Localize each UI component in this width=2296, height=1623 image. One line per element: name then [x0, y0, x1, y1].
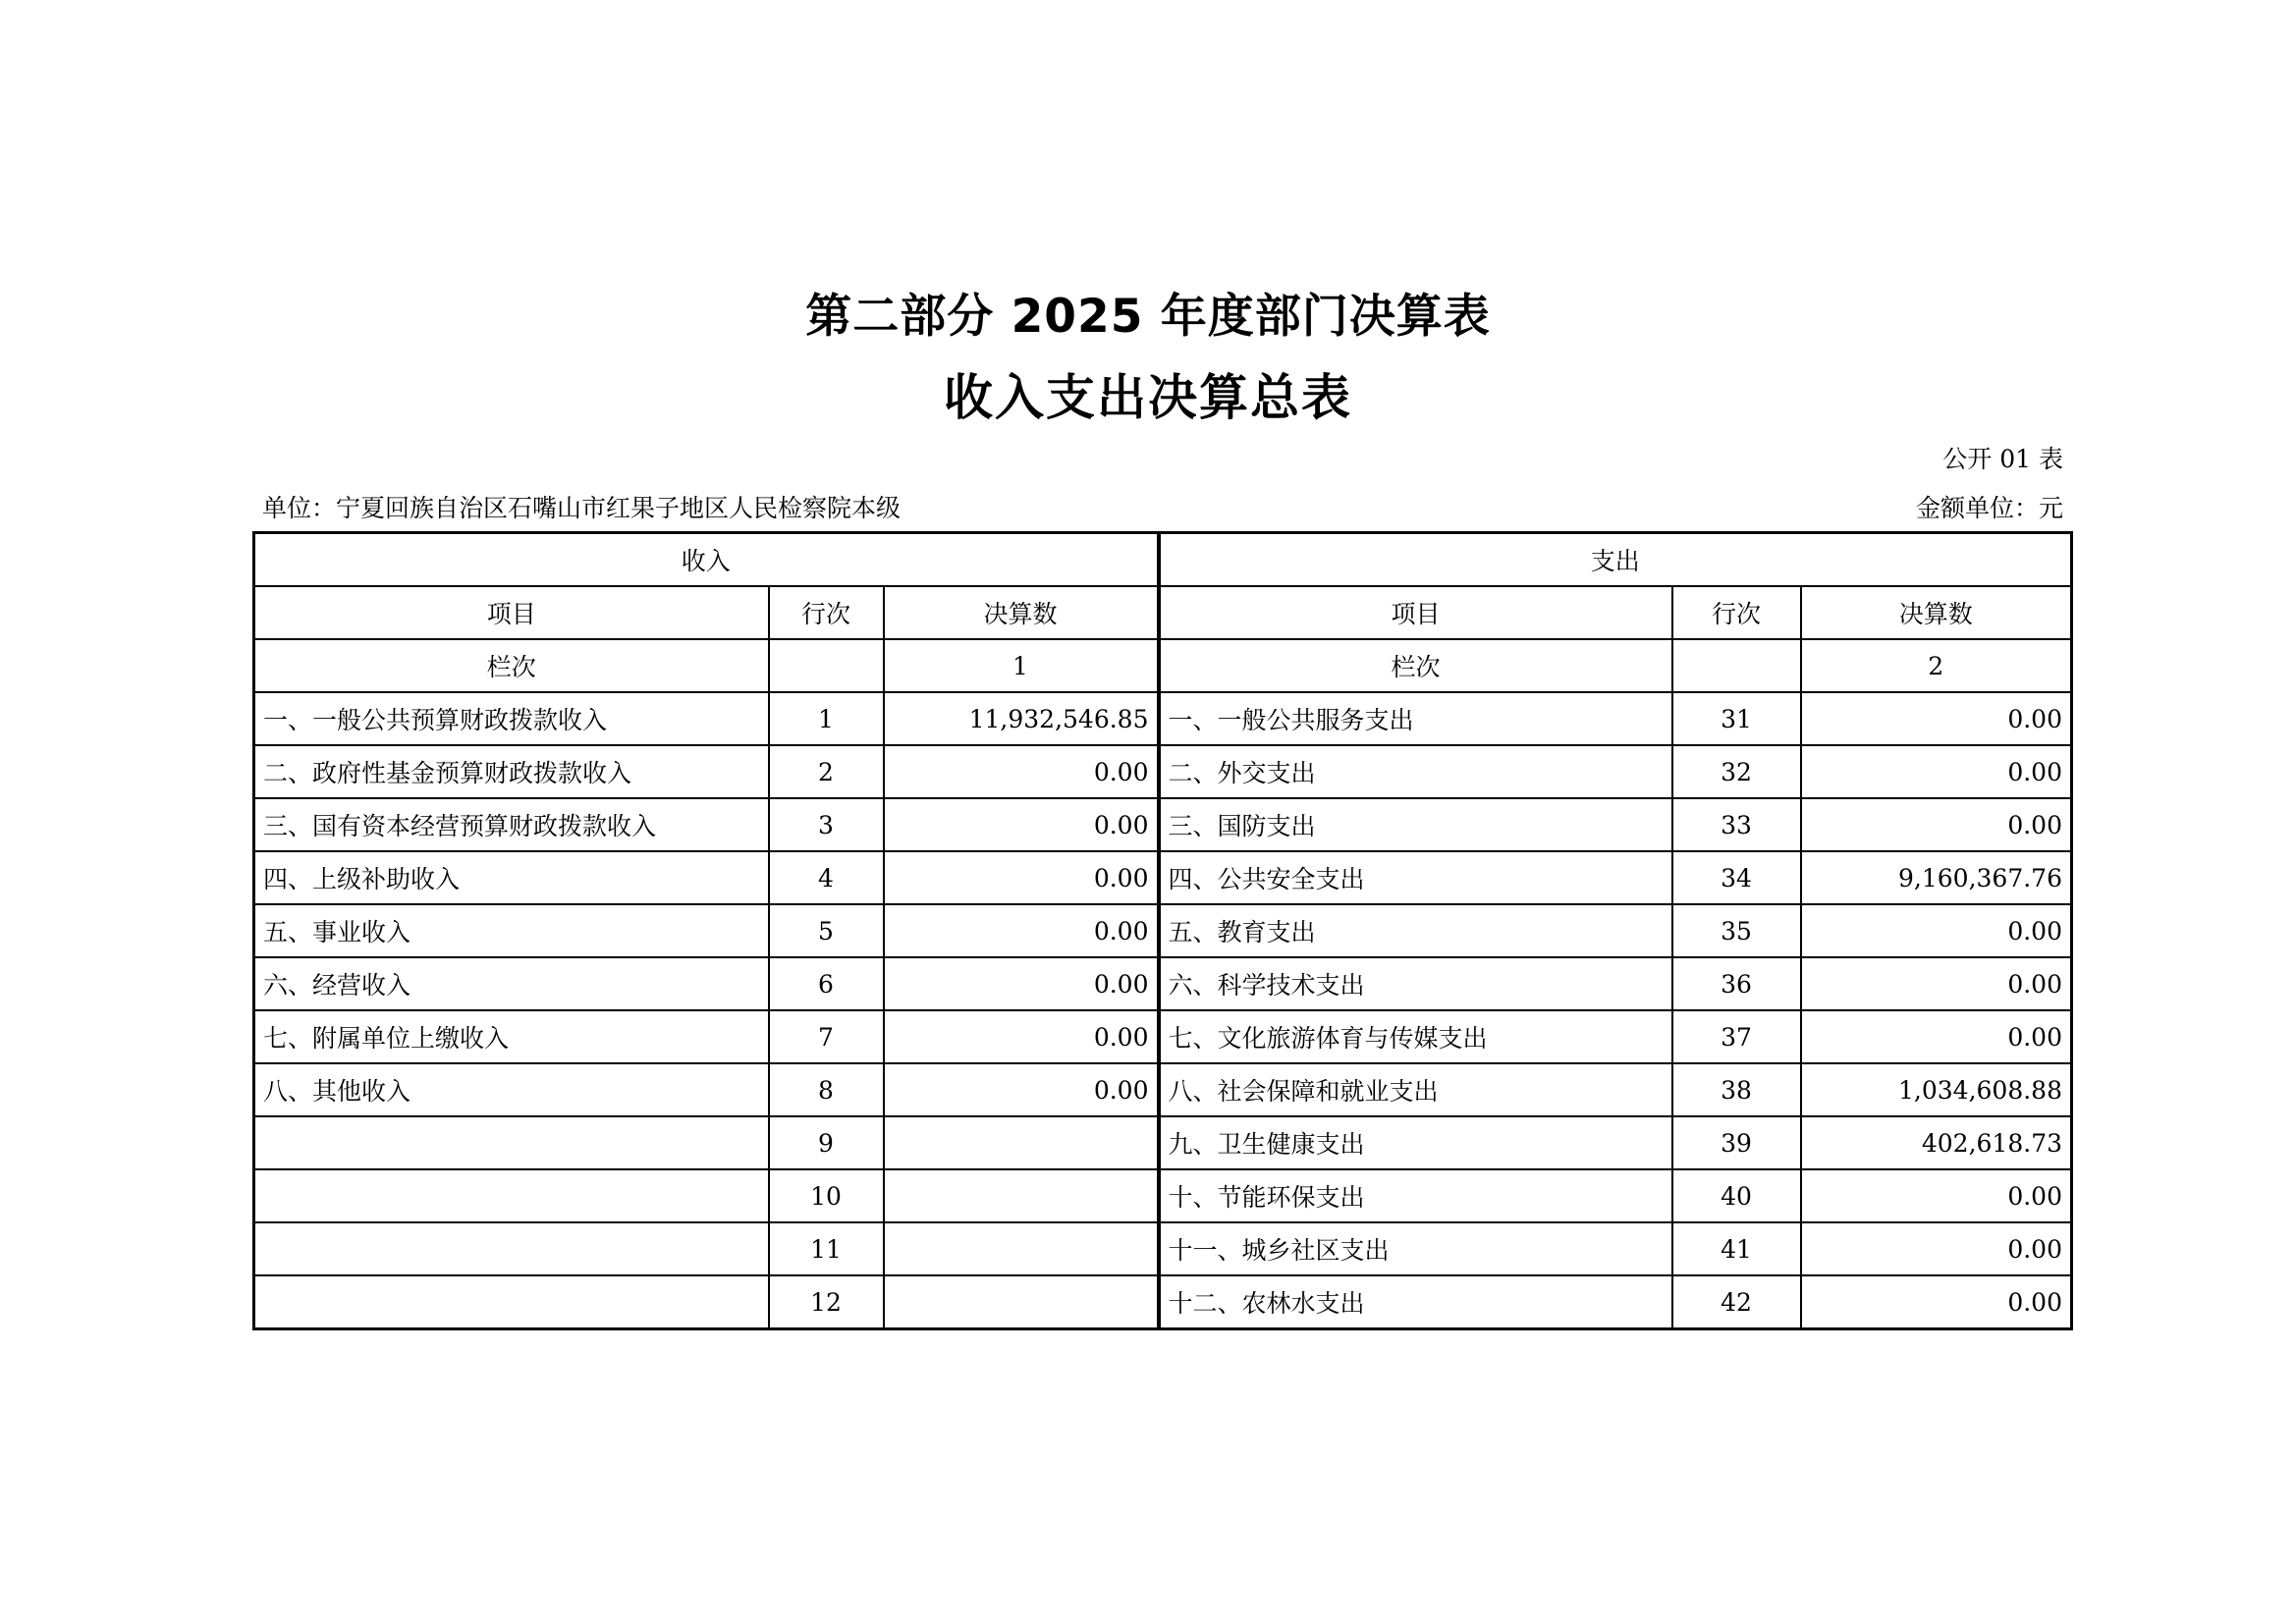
expense-line-cell: 41	[1672, 1222, 1801, 1275]
table-row	[254, 798, 2072, 851]
expense-col-number: 2	[1801, 639, 2072, 692]
expense-amount-cell: 0.00	[1801, 745, 2072, 798]
expense-col-label: 栏次	[1159, 639, 1672, 692]
expense-header: 支出	[1159, 533, 2072, 587]
expense-line-cell: 42	[1672, 1275, 1801, 1329]
expense-item-cell: 十、节能环保支出	[1159, 1169, 1672, 1222]
expense-line-cell: 35	[1672, 904, 1801, 957]
money-unit-label: 金额单位：元	[1915, 494, 2063, 522]
table-row	[254, 1169, 2072, 1222]
income-item-cell	[254, 1222, 769, 1275]
expense-item-cell: 四、公共安全支出	[1159, 851, 1672, 904]
expense-line-header: 行次	[1672, 586, 1801, 639]
income-line-cell: 6	[769, 957, 884, 1010]
expense-amount-cell: 0.00	[1801, 1010, 2072, 1063]
income-item-cell: 二、政府性基金预算财政拨款收入	[254, 745, 769, 798]
table-title: 收入支出决算总表	[944, 369, 1352, 426]
table-row	[254, 904, 2072, 957]
expense-line-cell: 32	[1672, 745, 1801, 798]
expense-line-cell: 37	[1672, 1010, 1801, 1063]
income-item-cell: 八、其他收入	[254, 1063, 769, 1116]
expense-item-cell: 一、一般公共服务支出	[1159, 692, 1672, 745]
expense-amount-cell: 0.00	[1801, 904, 2072, 957]
income-item-cell: 六、经营收入	[254, 957, 769, 1010]
expense-item-cell: 七、文化旅游体育与传媒支出	[1159, 1010, 1672, 1063]
expense-item-header: 项目	[1159, 586, 1672, 639]
income-line-cell: 3	[769, 798, 884, 851]
income-item-cell	[254, 1116, 769, 1169]
table-row	[254, 1116, 2072, 1169]
income-amount-cell: 0.00	[884, 904, 1159, 957]
expense-line-cell: 33	[1672, 798, 1801, 851]
expense-item-cell: 九、卫生健康支出	[1159, 1116, 1672, 1169]
expense-item-cell: 二、外交支出	[1159, 745, 1672, 798]
expense-amount-cell: 0.00	[1801, 1275, 2072, 1329]
income-item-cell: 四、上级补助收入	[254, 851, 769, 904]
income-amount-cell: 11,932,546.85	[884, 692, 1159, 745]
expense-line-cell: 38	[1672, 1063, 1801, 1116]
table-row	[254, 1222, 2072, 1275]
income-item-cell: 一、一般公共预算财政拨款收入	[254, 692, 769, 745]
table-row	[254, 1275, 2072, 1329]
income-col-number: 1	[884, 639, 1159, 692]
expense-col-line-blank	[1672, 639, 1801, 692]
table-row	[254, 1010, 2072, 1063]
expense-line-cell: 39	[1672, 1116, 1801, 1169]
expense-line-cell: 31	[1672, 692, 1801, 745]
expense-line-cell: 36	[1672, 957, 1801, 1010]
header-row-sections	[254, 533, 2072, 587]
table-row	[254, 851, 2072, 904]
income-line-cell: 10	[769, 1169, 884, 1222]
income-amount-cell	[884, 1275, 1159, 1329]
income-amount-header: 决算数	[884, 586, 1159, 639]
page-title: 第二部分 2025 年度部门决算表	[805, 290, 1491, 344]
income-line-cell: 1	[769, 692, 884, 745]
expense-amount-cell: 0.00	[1801, 1222, 2072, 1275]
income-item-cell: 五、事业收入	[254, 904, 769, 957]
unit-label: 单位：宁夏回族自治区石嘴山市红果子地区人民检察院本级	[262, 494, 902, 522]
expense-line-cell: 34	[1672, 851, 1801, 904]
table-row	[254, 957, 2072, 1010]
income-item-cell: 三、国有资本经营预算财政拨款收入	[254, 798, 769, 851]
income-header: 收入	[254, 533, 1159, 587]
income-amount-cell: 0.00	[884, 798, 1159, 851]
table-row	[254, 1063, 2072, 1116]
income-line-cell: 7	[769, 1010, 884, 1063]
expense-item-cell: 十二、农林水支出	[1159, 1275, 1672, 1329]
income-item-cell	[254, 1169, 769, 1222]
income-amount-cell: 0.00	[884, 1010, 1159, 1063]
income-amount-cell	[884, 1222, 1159, 1275]
income-amount-cell: 0.00	[884, 1063, 1159, 1116]
expense-amount-cell: 0.00	[1801, 957, 2072, 1010]
income-col-line-blank	[769, 639, 884, 692]
expense-line-cell: 40	[1672, 1169, 1801, 1222]
expense-item-cell: 五、教育支出	[1159, 904, 1672, 957]
expense-amount-cell: 1,034,608.88	[1801, 1063, 2072, 1116]
expense-item-cell: 八、社会保障和就业支出	[1159, 1063, 1672, 1116]
income-expense-table	[252, 531, 2073, 1330]
expense-amount-cell: 402,618.73	[1801, 1116, 2072, 1169]
expense-amount-cell: 0.00	[1801, 798, 2072, 851]
income-line-cell: 9	[769, 1116, 884, 1169]
income-line-cell: 5	[769, 904, 884, 957]
expense-item-cell: 六、科学技术支出	[1159, 957, 1672, 1010]
column-index-row	[254, 639, 2072, 692]
income-amount-cell: 0.00	[884, 851, 1159, 904]
income-amount-cell: 0.00	[884, 957, 1159, 1010]
expense-item-cell: 三、国防支出	[1159, 798, 1672, 851]
table-row	[254, 745, 2072, 798]
income-line-header: 行次	[769, 586, 884, 639]
income-amount-cell	[884, 1169, 1159, 1222]
table-row	[254, 692, 2072, 745]
header-row-columns	[254, 586, 2072, 639]
expense-amount-cell: 9,160,367.76	[1801, 851, 2072, 904]
form-number: 公开 01 表	[1942, 445, 2063, 473]
income-amount-cell	[884, 1116, 1159, 1169]
expense-item-cell: 十一、城乡社区支出	[1159, 1222, 1672, 1275]
expense-amount-cell: 0.00	[1801, 692, 2072, 745]
income-line-cell: 8	[769, 1063, 884, 1116]
income-item-header: 项目	[254, 586, 769, 639]
income-amount-cell: 0.00	[884, 745, 1159, 798]
income-line-cell: 12	[769, 1275, 884, 1329]
income-line-cell: 4	[769, 851, 884, 904]
expense-amount-header: 决算数	[1801, 586, 2072, 639]
income-line-cell: 2	[769, 745, 884, 798]
income-item-cell	[254, 1275, 769, 1329]
expense-amount-cell: 0.00	[1801, 1169, 2072, 1222]
income-col-label: 栏次	[254, 639, 769, 692]
income-line-cell: 11	[769, 1222, 884, 1275]
income-item-cell: 七、附属单位上缴收入	[254, 1010, 769, 1063]
